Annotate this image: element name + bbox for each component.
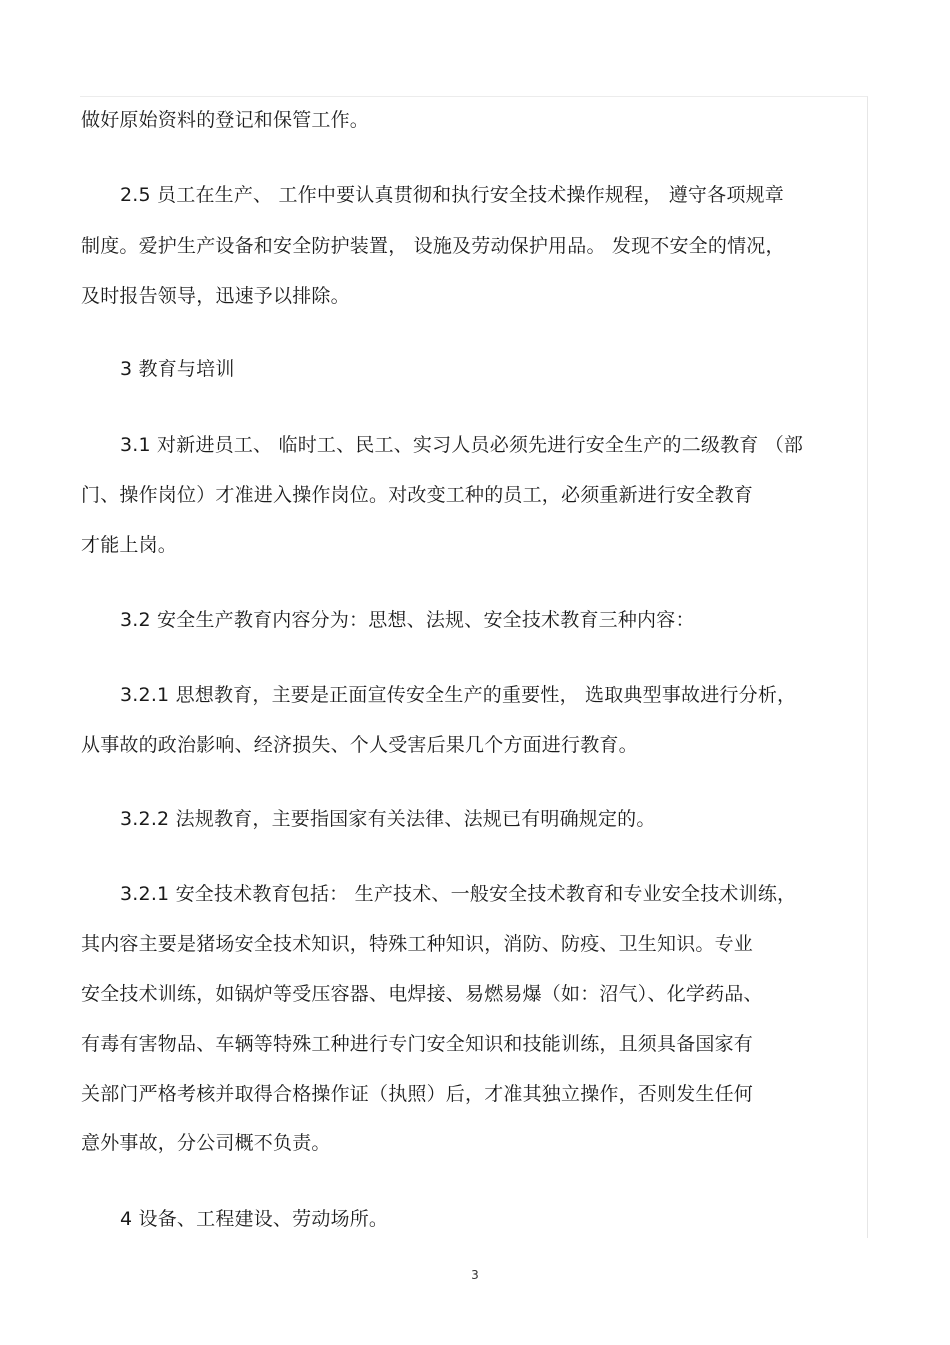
text-line: 3.2 安全生产教育内容分为：思想、法规、安全技术教育三种内容：	[120, 609, 695, 631]
text-line: 意外事故，分公司概不负责。	[81, 1132, 331, 1154]
text-line: 3.2.2 法规教育，主要指国家有关法律、法规已有明确规定的。	[120, 808, 656, 830]
text-line: 3.2.1 安全技术教育包括： 生产技术、一般安全技术教育和专业安全技术训练，	[120, 883, 797, 905]
page-number: 3	[471, 1268, 479, 1282]
text-line: 有毒有害物品、车辆等特殊工种进行专门安全知识和技能训练，且须具备国家有	[81, 1033, 754, 1055]
text-line: 其内容主要是猪场安全技术知识，特殊工种知识，消防、防疫、卫生知识。专业	[81, 933, 754, 955]
text-line: 做好原始资料的登记和保管工作。	[81, 109, 370, 131]
text-line: 2.5 员工在生产、 工作中要认真贯彻和执行安全技术操作规程， 遵守各项规章	[120, 184, 784, 206]
text-line: 从事故的政治影响、经济损失、个人受害后果几个方面进行教育。	[81, 734, 638, 756]
page-frame	[80, 96, 868, 1238]
text-line: 3.1 对新进员工、 临时工、民工、实习人员必须先进行安全生产的二级教育 （部	[120, 434, 804, 456]
text-line: 3.2.1 思想教育，主要是正面宣传安全生产的重要性， 选取典型事故进行分析，	[120, 684, 797, 706]
section-heading: 4 设备、工程建设、劳动场所。	[120, 1208, 389, 1230]
text-line: 制度。爱护生产设备和安全防护装置， 设施及劳动保护用品。 发现不安全的情况，	[81, 235, 785, 257]
text-line: 及时报告领导，迅速予以排除。	[81, 285, 350, 307]
section-heading: 3 教育与培训	[120, 358, 235, 380]
text-line: 安全技术训练，如锅炉等受压容器、电焊接、易燃易爆（如：沼气）、化学药品、	[81, 983, 763, 1005]
text-line: 关部门严格考核并取得合格操作证（执照）后，才准其独立操作，否则发生任何	[81, 1083, 754, 1105]
text-line: 才能上岗。	[81, 534, 178, 556]
text-line: 门、操作岗位）才准进入操作岗位。对改变工种的员工，必须重新进行安全教育	[81, 484, 754, 506]
